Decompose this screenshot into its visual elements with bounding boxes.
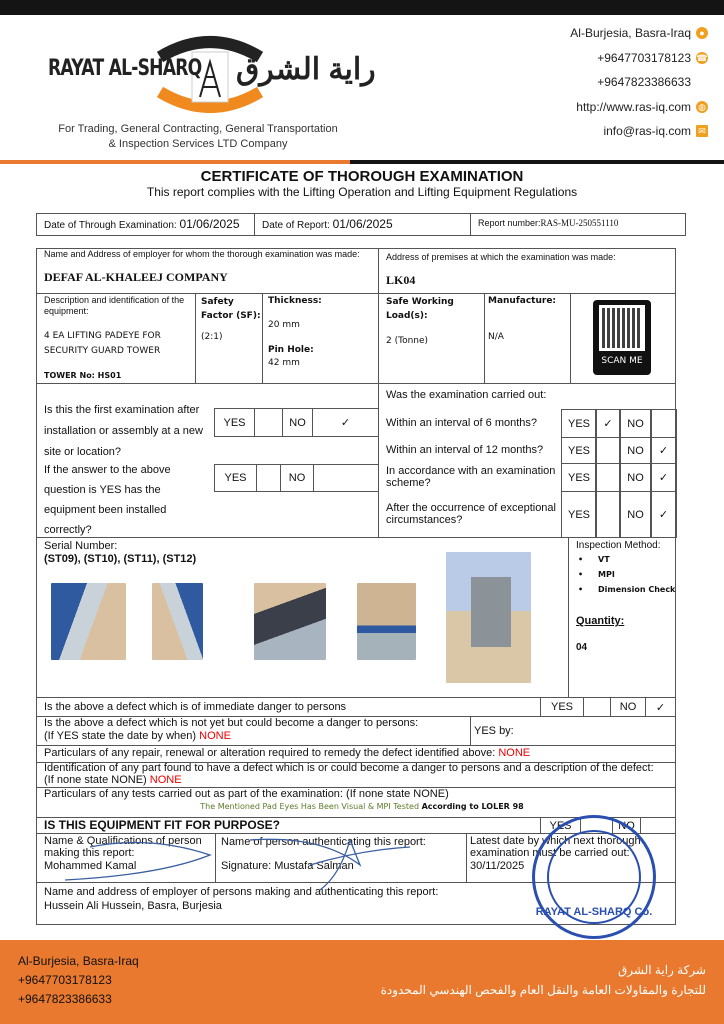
no-label: NO (619, 491, 652, 538)
tagline-line: For Trading, General Contracting, General Transportation (58, 123, 338, 135)
footer-phone[interactable]: +9647703178123 (18, 973, 112, 987)
manufacture-label: Manufacture: (488, 296, 557, 306)
location-pin-icon: ● (696, 27, 708, 39)
table-rule (262, 293, 263, 383)
no-label: NO (619, 463, 652, 492)
email-icon: ✉ (696, 125, 708, 137)
inspection-method-label: Inspection Method: (576, 540, 661, 551)
question-text: (If none state NONE) (44, 774, 147, 786)
premises-label: Address of premises at which the examination was made: (386, 252, 616, 262)
contact-email[interactable] (603, 124, 708, 138)
employer-value: DEFAF AL-KHALEEJ COMPANY (44, 270, 228, 284)
question-text: Is the above a defect which is not yet but could become a danger to persons: (44, 717, 419, 729)
first-exam-question: Is this the first examination after installation or assembly at a new site or location? (44, 404, 203, 458)
globe-icon: ◍ (696, 101, 708, 113)
next-exam-label: Latest date by which next thorough examination must be carried out: (470, 835, 641, 859)
footer-arabic-desc: للتجارة والمقاولات العامة والنقل العام والفحص الهندسي المحدودة (380, 983, 706, 997)
value: RAS-MU-250551110 (540, 218, 619, 228)
yes-checkbox[interactable] (595, 463, 621, 492)
yes-label: YES (561, 463, 597, 492)
no-label: NO (619, 409, 652, 438)
padeye-photo (254, 583, 326, 660)
qr-code[interactable] (593, 300, 651, 375)
maker-label: Name & Qualifications of person making this report: (44, 835, 202, 859)
exam-date (44, 217, 240, 231)
yes-checkbox[interactable]: ✓ (595, 409, 621, 438)
yes-checkbox[interactable] (595, 491, 621, 538)
qr-label: SCAN ME (601, 356, 643, 366)
no-checkbox[interactable] (650, 409, 677, 438)
installed-yes-checkbox[interactable] (256, 464, 281, 492)
contact-phone[interactable] (597, 51, 708, 65)
swl-value: 2 (Tonne) (386, 336, 429, 346)
table-rule (378, 248, 379, 537)
installed-no: NO (280, 464, 314, 492)
contact-text: +9647703178123 (597, 51, 691, 65)
fit-for-purpose-question: IS THIS EQUIPMENT FIT FOR PURPOSE? (44, 818, 281, 832)
next-exam-date: 30/11/2025 (470, 860, 525, 872)
immediate-no-checkbox[interactable]: ✓ (645, 697, 676, 717)
stamp-text: RAYAT AL-SHARQ Co. (535, 906, 653, 918)
yes-label: YES (561, 437, 597, 464)
answer-value: NONE (498, 747, 531, 759)
fit-no[interactable]: NO (612, 817, 641, 834)
table-rule (470, 716, 471, 745)
report-number (478, 218, 618, 228)
value: 01/06/2025 (332, 217, 393, 231)
pin-hole-label: Pin Hole: (268, 345, 314, 355)
immediate-danger-question: Is the above a defect which is of immediate danger to persons (44, 701, 347, 713)
tagline-line: & Inspection Services LTD Company (108, 138, 288, 150)
contact-phone-2[interactable] (597, 75, 691, 89)
question-text: Identification of any part found to have a defect which is or could become a danger to persons and a description of the defect: (44, 762, 654, 774)
signature-icon (60, 835, 440, 895)
footer-arabic-name: شركة راية الشرق (617, 963, 706, 977)
installed-question: If the answer to the above question is YES has the equipment been installed correctly? (44, 464, 171, 536)
answer-value: The Mentioned Pad Eyes Has Been Visual & MPI Tested (200, 802, 420, 811)
safety-factor-label: Safety Factor (SF): (201, 297, 261, 321)
footer-address: Al-Burjesia, Basra-Iraq (18, 954, 139, 968)
logo-arabic: راية الشرق (236, 53, 376, 86)
contact-address (570, 26, 708, 40)
immediate-no: NO (610, 697, 646, 717)
fit-yes[interactable]: YES (540, 817, 581, 834)
contact-text: +9647823386633 (597, 75, 691, 89)
footer-arabic (381, 960, 706, 1000)
contact-website[interactable] (576, 100, 708, 114)
divider (470, 213, 471, 236)
maker-name: Mohammed Kamal (44, 860, 137, 872)
no-checkbox[interactable]: ✓ (650, 437, 677, 464)
quantity-value: 04 (576, 642, 588, 653)
divider-orange (0, 160, 350, 164)
inspection-method-list (578, 552, 675, 597)
carried-out-question: In accordance with an examination scheme? (386, 465, 556, 489)
value: 01/06/2025 (179, 217, 240, 231)
immediate-yes-checkbox[interactable] (583, 697, 611, 717)
identification-question (44, 762, 654, 786)
qr-icon (599, 305, 645, 351)
swl-label: Safe Working Load(s): (386, 297, 454, 321)
serial-value: (ST09), (ST10), (ST11), (ST12) (44, 553, 197, 565)
label: Report number: (478, 218, 541, 228)
first-exam-yes: YES (214, 408, 255, 437)
footer-phone[interactable]: +9647823386633 (18, 992, 112, 1006)
thickness-label: Thickness: (268, 296, 322, 306)
padeye-photo (357, 583, 416, 660)
footer (0, 940, 724, 1024)
no-label: NO (619, 437, 652, 464)
tests-question: Particulars of any tests carried out as part of the examination: (If none state NONE) (44, 788, 449, 800)
equipment-value: 4 EA LIFTING PADEYE FOR SECURITY GUARD TOWER (44, 331, 161, 356)
answer-standard: According to LOLER 98 (421, 802, 524, 811)
page-title: CERTIFICATE OF THOROUGH EXAMINATION (200, 168, 524, 185)
first-exam-no-checkbox[interactable]: ✓ (312, 408, 379, 437)
serial-label: Serial Number: (44, 540, 118, 552)
carried-out-question: Within an interval of 6 months? (386, 417, 538, 429)
inspection-method: • Dimension Check (578, 585, 676, 594)
company-tagline (48, 122, 348, 152)
contact-text: Al-Burjesia, Basra-Iraq (570, 26, 691, 40)
logo-text: RAYAT AL-SHARQ (48, 56, 202, 81)
employer-persons-value: Hussein Ali Hussein, Basra, Burjesia (44, 900, 222, 912)
tests-answer (0, 802, 724, 811)
padeye-photo (152, 583, 203, 660)
first-exam-yes-checkbox[interactable] (254, 408, 283, 437)
table-rule (195, 293, 196, 383)
premises-value: LK04 (386, 273, 416, 287)
footer-contacts (18, 952, 139, 1009)
carried-out-question: After the occurrence of exceptional circumstances? (386, 502, 556, 526)
yes-label: YES (561, 491, 597, 538)
divider (254, 213, 255, 236)
answer-value: NONE (199, 730, 231, 742)
table-rule (568, 537, 569, 697)
padeye-photo (51, 583, 126, 660)
inspection-method: • VT (578, 555, 610, 564)
carried-out-title: Was the examination carried out: (386, 389, 547, 401)
no-checkbox[interactable]: ✓ (650, 463, 677, 492)
yes-checkbox[interactable] (595, 437, 621, 464)
yes-by-label: YES by: (474, 725, 514, 737)
company-stamp (532, 815, 656, 939)
phone-icon: ☎ (696, 53, 708, 63)
equipment-label: Description and identification of the equipment: (44, 295, 185, 316)
label: Date of Through Examination: (44, 220, 177, 231)
top-bar (0, 0, 724, 15)
immediate-yes: YES (540, 697, 584, 717)
carried-out-question: Within an interval of 12 months? (386, 444, 544, 456)
table-rule (484, 293, 485, 383)
tower-number: TOWER No: HS01 (44, 371, 122, 380)
table-rule (570, 293, 571, 383)
table-rule (466, 833, 467, 882)
inspection-method: • MPI (578, 570, 615, 579)
safety-factor-value: (2:1) (201, 332, 223, 342)
authenticator-name: Signature: Mustafa Salman (221, 860, 354, 872)
contact-text: http://www.ras-iq.com (576, 100, 691, 114)
report-date (262, 217, 393, 231)
repair-question (44, 746, 530, 760)
question-text: (If YES state the date by when) (44, 730, 197, 742)
quantity-label: Quantity: (576, 615, 625, 627)
table-rule (36, 293, 676, 294)
answer-value: NONE (149, 774, 182, 786)
page-subtitle: This report complies with the Lifting Operation and Lifting Equipment Regulations (146, 185, 578, 199)
question-text: Particulars of any repair, renewal or alteration required to remedy the defect identified above: (44, 747, 496, 759)
guard-tower-photo (446, 552, 531, 683)
first-exam-no: NO (282, 408, 313, 437)
divider-dark (350, 160, 724, 164)
yes-label: YES (561, 409, 597, 438)
table-rule (36, 383, 676, 384)
installed-yes: YES (214, 464, 257, 492)
authenticator-label: Name of person authenticating this report: (221, 836, 426, 848)
future-danger-question (44, 717, 418, 743)
thickness-value: 20 mm (268, 320, 300, 330)
contact-text: info@ras-iq.com (603, 124, 691, 138)
manufacture-value: N/A (488, 332, 504, 342)
pin-hole-value: 42 mm (268, 358, 300, 368)
installed-no-checkbox[interactable] (313, 464, 379, 492)
no-checkbox[interactable]: ✓ (650, 491, 677, 538)
employer-persons-label: Name and address of employer of persons making and authenticating this report: (44, 886, 439, 898)
label: Date of Report: (262, 220, 330, 231)
employer-label: Name and Address of employer for whom the thorough examination was made: (44, 249, 360, 259)
